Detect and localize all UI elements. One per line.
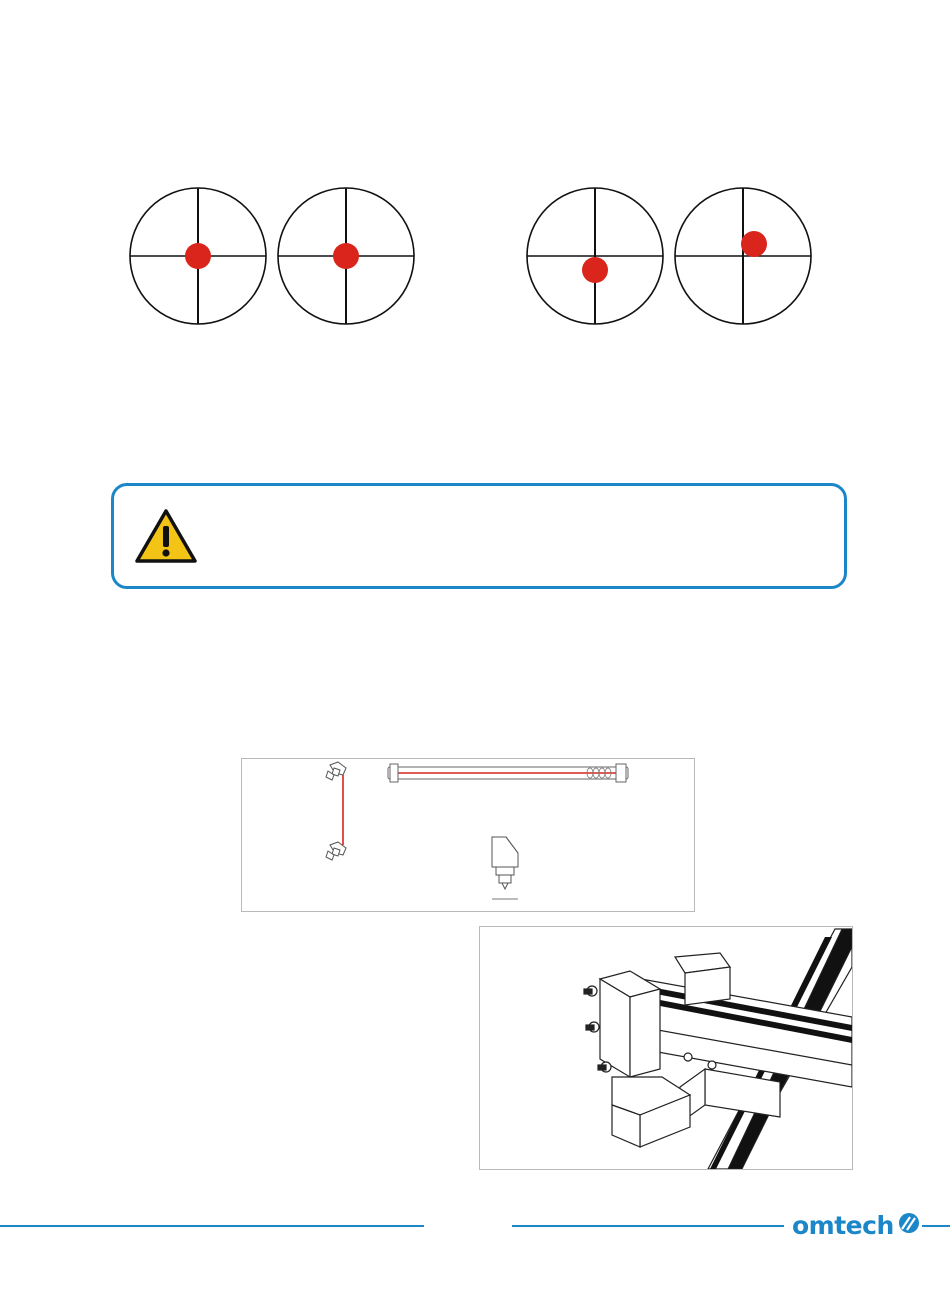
brand-name: omtech — [792, 1210, 894, 1240]
warning-triangle-icon — [134, 508, 198, 564]
slashed-circle-icon — [898, 1212, 920, 1239]
warning-callout — [111, 483, 847, 589]
laser-dot — [185, 243, 211, 269]
laser-dot — [333, 243, 359, 269]
footer-rule-tail — [922, 1225, 950, 1227]
omtech-logo — [792, 1209, 920, 1241]
target-off-center-left — [525, 186, 665, 326]
target-off-center-right — [673, 186, 813, 326]
footer-rule-left — [0, 1225, 424, 1227]
laser-head-illustration — [492, 837, 518, 899]
footer-rule-right — [512, 1225, 784, 1227]
target-centered-left — [128, 186, 268, 326]
laser-tube-illustration — [388, 764, 628, 782]
laser-dot — [582, 257, 608, 283]
laser-head-gantry-illustration — [479, 926, 853, 1170]
laser-dot — [741, 231, 767, 257]
beam-path-diagram — [241, 758, 695, 912]
target-centered-right — [276, 186, 416, 326]
